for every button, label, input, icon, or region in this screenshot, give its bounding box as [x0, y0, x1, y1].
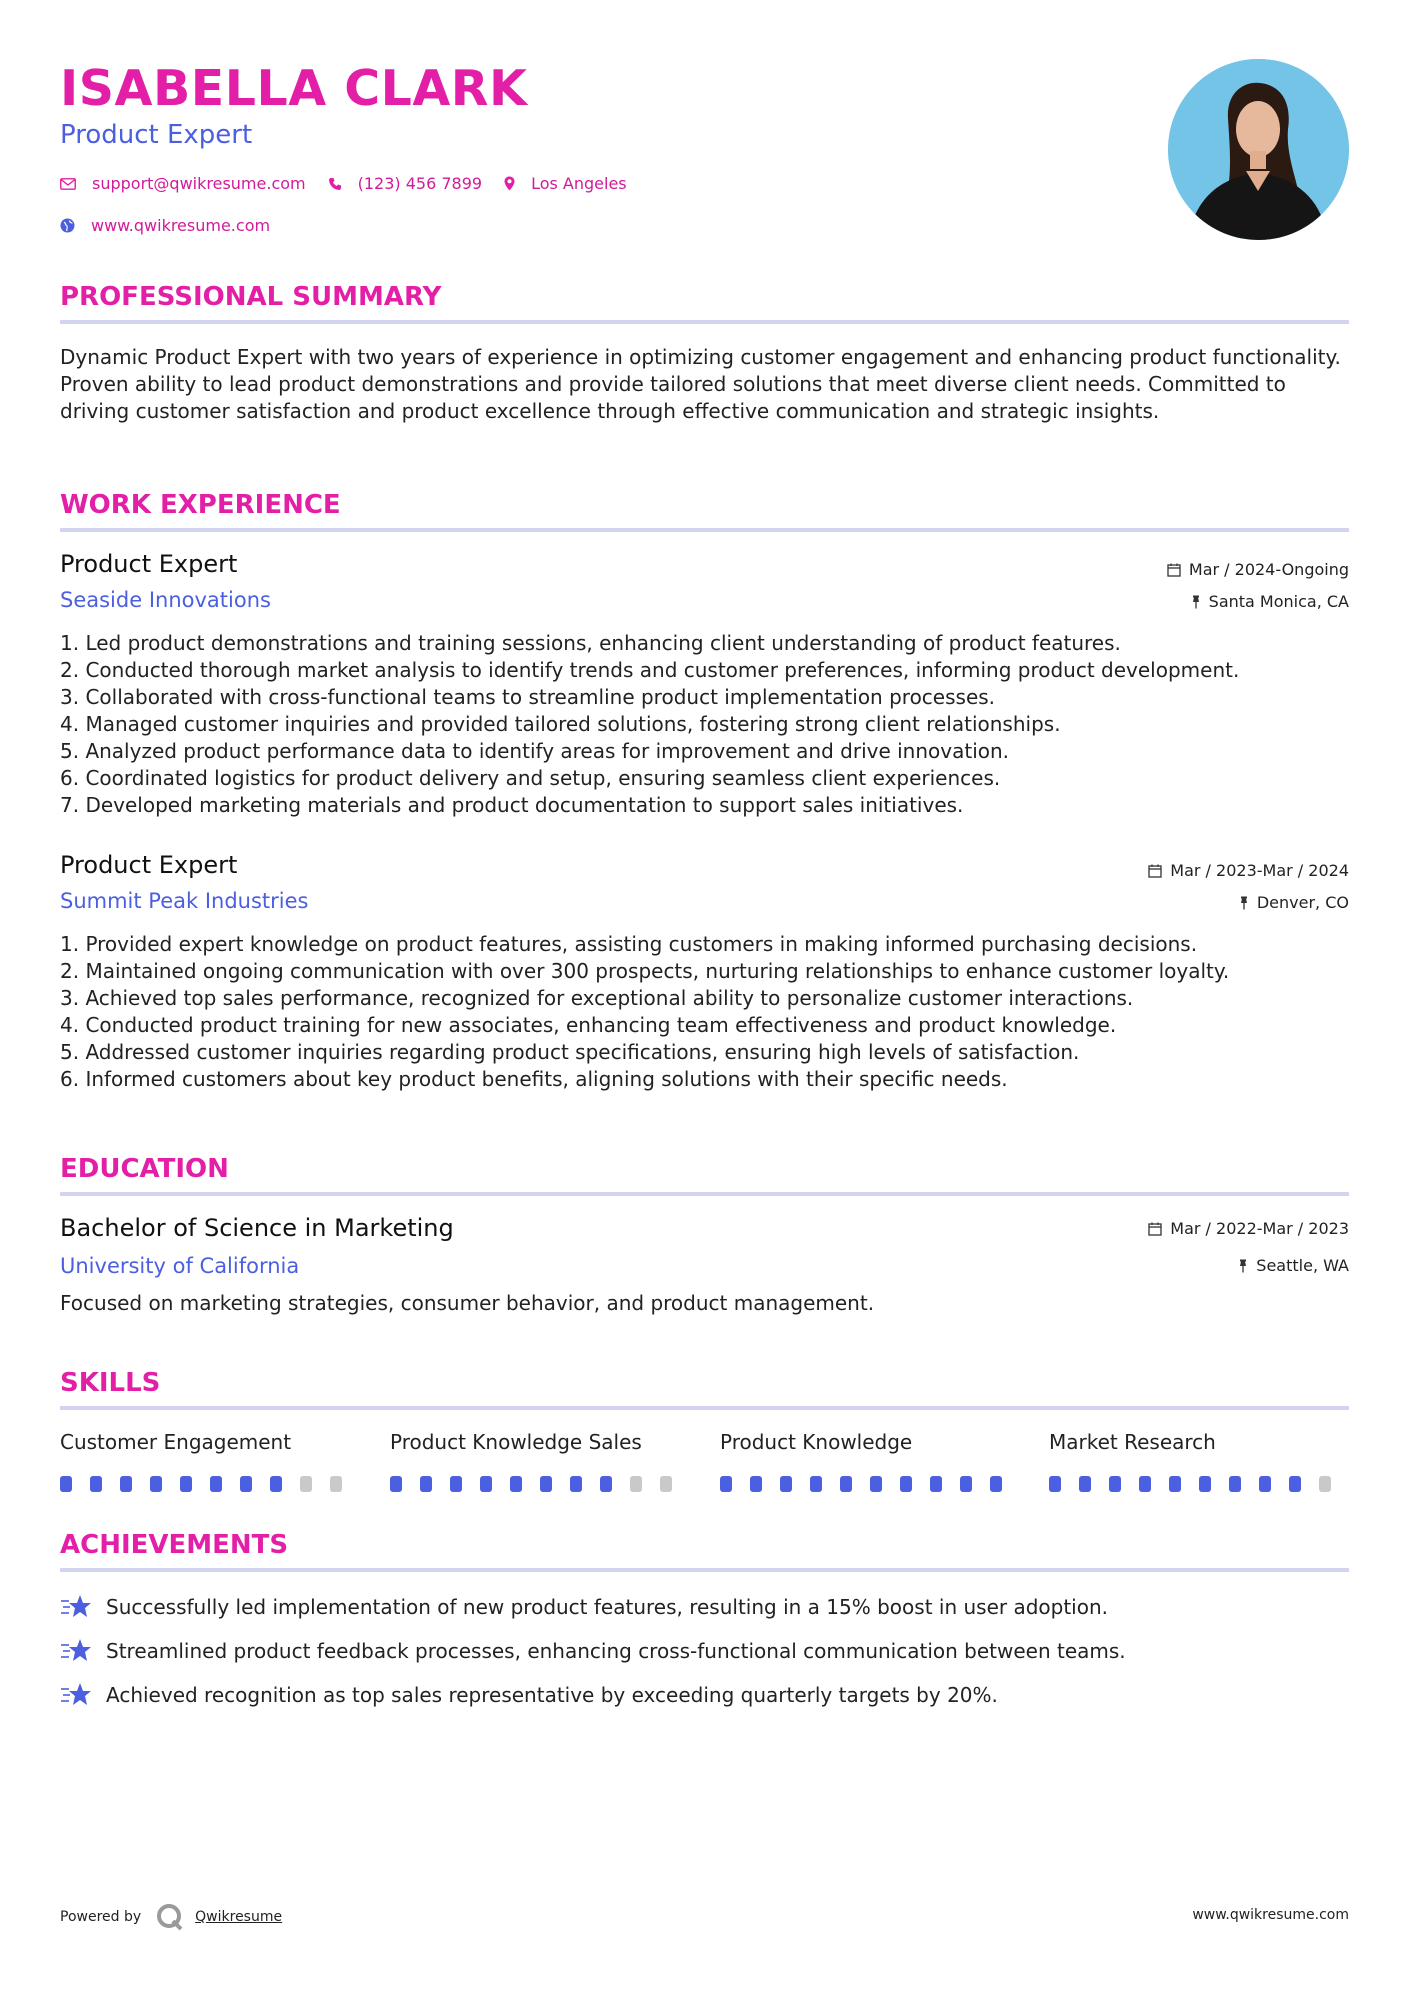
experience-divider [60, 528, 1349, 532]
job-title: Product Expert [60, 851, 238, 879]
skill-dot-filled [1079, 1476, 1091, 1492]
job-dates [1148, 861, 1349, 880]
map-pin-icon [504, 176, 515, 191]
skill-dot-filled [210, 1476, 222, 1492]
skill-dot-filled [1289, 1476, 1301, 1492]
list-item: 2. Maintained ongoing communication with over 300 prospects, nurturing relationships to enhance customer loyalty. [60, 959, 1230, 983]
footer-branding [60, 1902, 282, 1932]
list-item: 2. Conducted thorough market analysis to identify trends and customer preferences, informing product development. [60, 658, 1240, 682]
pushpin-icon [1238, 1259, 1248, 1273]
company-name: Summit Peak Industries [60, 889, 309, 913]
list-item: 3. Achieved top sales performance, recognized for exceptional ability to personalize customer interactions. [60, 986, 1134, 1010]
skill-level-meter [720, 1476, 1020, 1492]
skill-dot-filled [990, 1476, 1002, 1492]
summary-divider [60, 320, 1349, 324]
school-name: University of California [60, 1254, 300, 1278]
skill-dot-filled [1169, 1476, 1181, 1492]
skill-item [390, 1430, 690, 1492]
skill-dot-filled [120, 1476, 132, 1492]
achievement-item [60, 1594, 1108, 1620]
avatar-illustration [1168, 59, 1349, 240]
star-icon [60, 1682, 92, 1708]
education-divider [60, 1192, 1349, 1196]
job-location [1191, 592, 1349, 611]
education-location [1238, 1256, 1349, 1275]
job-dates [1167, 560, 1349, 579]
skill-dot-filled [480, 1476, 492, 1492]
skill-dot-filled [900, 1476, 912, 1492]
email-text: support@qwikresume.com [92, 174, 306, 193]
website-text: www.qwikresume.com [91, 216, 271, 235]
skill-dot-filled [570, 1476, 582, 1492]
phone-text: (123) 456 7899 [357, 174, 483, 193]
skill-dot-filled [720, 1476, 732, 1492]
location-text: Los Angeles [531, 174, 627, 193]
qwikresume-logo-icon [155, 1902, 185, 1932]
summary-heading: PROFESSIONAL SUMMARY [60, 282, 442, 312]
pushpin-icon [1239, 896, 1249, 910]
job-title: Product Expert [60, 550, 238, 578]
skill-dot-empty [300, 1476, 312, 1492]
profile-photo [1168, 59, 1349, 240]
skill-dot-filled [1259, 1476, 1271, 1492]
skill-dot-filled [180, 1476, 192, 1492]
degree-title: Bachelor of Science in Marketing [60, 1214, 454, 1242]
calendar-icon [1148, 1222, 1162, 1236]
skills-divider [60, 1406, 1349, 1410]
powered-by-label: Powered by [60, 1909, 142, 1925]
list-item: 7. Developed marketing materials and product documentation to support sales initiatives. [60, 793, 964, 817]
skill-dot-filled [150, 1476, 162, 1492]
website-row [60, 216, 292, 235]
skill-dot-filled [240, 1476, 252, 1492]
education-heading: EDUCATION [60, 1154, 229, 1184]
skill-item [1049, 1430, 1349, 1492]
skill-dot-filled [1139, 1476, 1151, 1492]
skill-dot-empty [630, 1476, 642, 1492]
location-item [504, 174, 627, 193]
skill-dot-filled [60, 1476, 72, 1492]
pushpin-icon [1191, 595, 1201, 609]
globe-icon [60, 218, 75, 233]
list-item: 5. Addressed customer inquiries regarding product specifications, ensuring high levels of satisfaction. [60, 1040, 1080, 1064]
job-bullets [60, 630, 1350, 819]
achievement-text: Achieved recognition as top sales representative by exceeding quarterly targets by 20%. [106, 1683, 998, 1707]
star-icon [60, 1594, 92, 1620]
skill-dot-filled [780, 1476, 792, 1492]
skill-level-meter [390, 1476, 690, 1492]
phone-item[interactable] [328, 174, 482, 193]
skill-level-meter [1049, 1476, 1349, 1492]
skill-dot-filled [1229, 1476, 1241, 1492]
list-item: 6. Informed customers about key product benefits, aligning solutions with their specific needs. [60, 1067, 1008, 1091]
phone-icon [328, 177, 342, 191]
skill-name: Product Knowledge [720, 1430, 913, 1454]
education-dates [1148, 1219, 1349, 1238]
achievement-item [60, 1682, 998, 1708]
skill-name: Customer Engagement [60, 1430, 292, 1454]
job-dates-text: Mar / 2023-Mar / 2024 [1170, 861, 1349, 880]
list-item: 1. Provided expert knowledge on product features, assisting customers in making informed purchasing decisions. [60, 932, 1198, 956]
skill-dot-filled [1199, 1476, 1211, 1492]
calendar-icon [1167, 563, 1181, 577]
skill-dot-filled [420, 1476, 432, 1492]
skill-dot-filled [600, 1476, 612, 1492]
skill-dot-filled [1049, 1476, 1061, 1492]
skill-item [720, 1430, 1020, 1492]
candidate-role: Product Expert [60, 120, 253, 150]
list-item: 1. Led product demonstrations and training sessions, enhancing client understanding of product features. [60, 631, 1121, 655]
skill-name: Product Knowledge Sales [390, 1430, 642, 1454]
list-item: 5. Analyzed product performance data to identify areas for improvement and drive innovation. [60, 739, 1010, 763]
experience-heading: WORK EXPERIENCE [60, 490, 341, 520]
achievement-text: Successfully led implementation of new product features, resulting in a 15% boost in user adoption. [106, 1595, 1109, 1619]
job-location-text: Santa Monica, CA [1208, 592, 1349, 611]
job-bullets [60, 931, 1350, 1093]
envelope-icon [60, 178, 76, 190]
star-icon [60, 1638, 92, 1664]
skill-name: Market Research [1049, 1430, 1216, 1454]
company-name: Seaside Innovations [60, 588, 271, 612]
list-item: 4. Managed customer inquiries and provided tailored solutions, fostering strong client relationships. [60, 712, 1061, 736]
job-location-text: Denver, CO [1256, 893, 1349, 912]
qwikresume-link[interactable]: Qwikresume [195, 1909, 283, 1925]
calendar-icon [1148, 864, 1162, 878]
skill-dot-empty [330, 1476, 342, 1492]
skill-dot-empty [660, 1476, 672, 1492]
skill-dot-filled [870, 1476, 882, 1492]
skills-heading: SKILLS [60, 1368, 161, 1398]
skill-item [60, 1430, 360, 1492]
skill-dot-filled [510, 1476, 522, 1492]
website-item[interactable] [60, 216, 270, 235]
list-item: 4. Conducted product training for new associates, enhancing team effectiveness and product knowledge. [60, 1013, 1117, 1037]
email-item[interactable] [60, 174, 306, 193]
skill-dot-filled [960, 1476, 972, 1492]
skill-dot-filled [90, 1476, 102, 1492]
achievements-heading: ACHIEVEMENTS [60, 1530, 289, 1560]
skill-dot-filled [1109, 1476, 1121, 1492]
skill-dot-filled [930, 1476, 942, 1492]
skill-dot-empty [1319, 1476, 1331, 1492]
job-dates-text: Mar / 2024-Ongoing [1188, 560, 1349, 579]
candidate-name: ISABELLA CLARK [60, 60, 528, 117]
skill-dot-filled [450, 1476, 462, 1492]
summary-text: Dynamic Product Expert with two years of experience in optimizing customer engagement and enhancing product functionality. Proven ability to lead product demonstrations and provide tailored solutions that meet diverse client needs. Committed to driving customer satisfaction and product excellence through effective communication and strategic insights. [60, 345, 1341, 423]
footer-website[interactable]: www.qwikresume.com [1192, 1907, 1349, 1923]
list-item: 6. Coordinated logistics for product delivery and setup, ensuring seamless client experiences. [60, 766, 1001, 790]
skill-dot-filled [810, 1476, 822, 1492]
achievement-text: Streamlined product feedback processes, enhancing cross-functional communication between teams. [106, 1639, 1126, 1663]
education-dates-text: Mar / 2022-Mar / 2023 [1170, 1219, 1349, 1238]
contact-row [60, 174, 649, 193]
education-location-text: Seattle, WA [1256, 1256, 1349, 1275]
job-location [1239, 893, 1349, 912]
achievement-item [60, 1638, 1126, 1664]
education-description: Focused on marketing strategies, consumer behavior, and product management. [60, 1291, 875, 1315]
skill-dot-filled [390, 1476, 402, 1492]
achievements-divider [60, 1568, 1349, 1572]
skill-dot-filled [750, 1476, 762, 1492]
skill-dot-filled [840, 1476, 852, 1492]
list-item: 3. Collaborated with cross-functional teams to streamline product implementation processes. [60, 685, 996, 709]
skill-dot-filled [540, 1476, 552, 1492]
skill-dot-filled [270, 1476, 282, 1492]
skill-level-meter [60, 1476, 360, 1492]
